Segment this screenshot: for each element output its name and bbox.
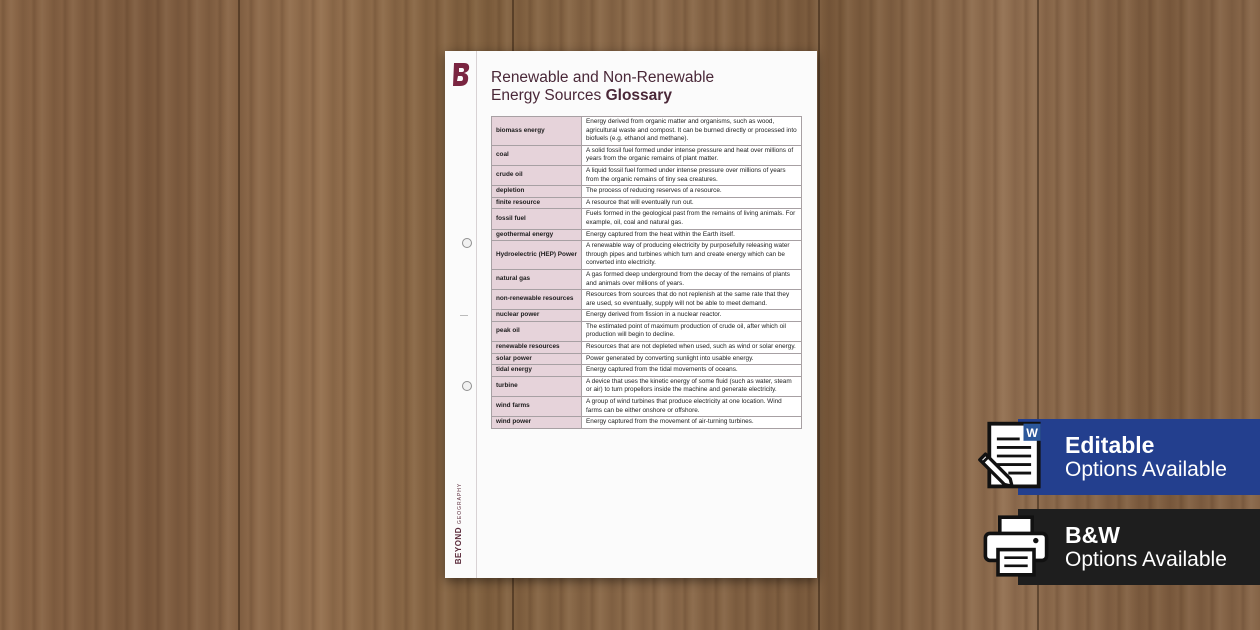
glossary-row xyxy=(492,321,802,341)
glossary-row xyxy=(492,342,802,354)
glossary-row xyxy=(492,397,802,417)
svg-text:W: W xyxy=(1026,426,1038,440)
glossary-row xyxy=(492,229,802,241)
glossary-row xyxy=(492,117,802,146)
glossary-definition: Fuels formed in the geological past from the remains of living animals. For example, oil, coal and natural gas. xyxy=(582,209,802,229)
glossary-definition: Resources from sources that do not replenish at the same rate that they are used, so eventually, supply will not be able to meet demand. xyxy=(582,290,802,310)
wood-plank-seam xyxy=(818,0,820,630)
glossary-term: Hydroelectric (HEP) Power xyxy=(492,241,582,270)
glossary-row xyxy=(492,165,802,185)
glossary-worksheet xyxy=(445,51,817,578)
glossary-definition: Energy captured from the movement of air-turning turbines. xyxy=(582,417,802,429)
glossary-term: crude oil xyxy=(492,165,582,185)
glossary-term: nuclear power xyxy=(492,310,582,322)
glossary-row xyxy=(492,145,802,165)
brand-sub: GEOGRAPHY xyxy=(457,482,464,524)
glossary-row xyxy=(492,241,802,270)
glossary-definition: A gas formed deep underground from the decay of the remains of plants and animals over millions of years. xyxy=(582,269,802,289)
glossary-term: turbine xyxy=(492,376,582,396)
glossary-term: geothermal energy xyxy=(492,229,582,241)
glossary-row xyxy=(492,376,802,396)
glossary-row xyxy=(492,365,802,377)
glossary-term: peak oil xyxy=(492,321,582,341)
glossary-term: fossil fuel xyxy=(492,209,582,229)
glossary-definition: The process of reducing reserves of a resource. xyxy=(582,186,802,198)
beyond-logo-icon xyxy=(451,61,471,87)
glossary-definition: Energy derived from fission in a nuclear reactor. xyxy=(582,310,802,322)
glossary-definition: Energy captured from the tidal movements of oceans. xyxy=(582,365,802,377)
glossary-definition: Resources that are not depleted when used, such as wind or solar energy. xyxy=(582,342,802,354)
bw-badge-title: B&W xyxy=(1065,522,1120,548)
sheet-margin xyxy=(445,51,477,578)
brand-vertical xyxy=(449,473,469,573)
glossary-definition: Energy derived from organic matter and organisms, such as wood, agricultural waste and compost. It can be burned directly or processed into biofuels (e.g. ethanol and methane). xyxy=(582,117,802,146)
glossary-row xyxy=(492,290,802,310)
title-line-2 xyxy=(491,87,801,105)
glossary-term: tidal energy xyxy=(492,365,582,377)
page-title xyxy=(491,69,801,105)
glossary-row xyxy=(492,417,802,429)
glossary-definition: The estimated point of maximum production of crude oil, after which oil production will begin to decline. xyxy=(582,321,802,341)
glossary-term: renewable resources xyxy=(492,342,582,354)
glossary-row xyxy=(492,353,802,365)
glossary-definition: Power generated by converting sunlight into usable energy. xyxy=(582,353,802,365)
glossary-term: wind farms xyxy=(492,397,582,417)
punch-hole xyxy=(462,238,472,248)
glossary-term: natural gas xyxy=(492,269,582,289)
glossary-row xyxy=(492,269,802,289)
glossary-definition: A resource that will eventually run out. xyxy=(582,197,802,209)
glossary-definition: Energy captured from the heat within the Earth itself. xyxy=(582,229,802,241)
punch-hole xyxy=(462,381,472,391)
glossary-definition: A renewable way of producing electricity by purposefully releasing water through pipes and turbines which turn and create energy which can be converted into electricity. xyxy=(582,241,802,270)
editable-badge-title: Editable xyxy=(1065,432,1155,458)
glossary-term: solar power xyxy=(492,353,582,365)
title-line-1: Renewable and Non-Renewable xyxy=(491,69,715,86)
glossary-row xyxy=(492,209,802,229)
glossary-row xyxy=(492,186,802,198)
glossary-definition: A liquid fossil fuel formed under intense pressure over millions of years from the organic remains of tiny sea creatures. xyxy=(582,165,802,185)
brand-main: BEYOND xyxy=(454,526,464,564)
bw-badge-subtitle: Options Available xyxy=(1065,548,1227,571)
fold-mark xyxy=(460,315,468,316)
glossary-term: coal xyxy=(492,145,582,165)
glossary-definition: A solid fossil fuel formed under intense pressure and heat over millions of years from the organic remains of plant matter. xyxy=(582,145,802,165)
glossary-row xyxy=(492,310,802,322)
title-line-2-text: Energy Sources xyxy=(491,87,602,104)
word-document-icon xyxy=(976,418,1052,494)
wood-plank-seam xyxy=(238,0,240,630)
editable-badge-subtitle: Options Available xyxy=(1065,458,1227,481)
bw-badge xyxy=(1018,509,1260,585)
glossary-term: biomass energy xyxy=(492,117,582,146)
printer-icon xyxy=(980,510,1052,582)
glossary-term: finite resource xyxy=(492,197,582,209)
glossary-term: wind power xyxy=(492,417,582,429)
glossary-definition: A device that uses the kinetic energy of some fluid (such as water, steam or air) to turn propellors inside the machine and generate electricity. xyxy=(582,376,802,396)
glossary-table xyxy=(491,116,802,429)
glossary-definition: A group of wind turbines that produce electricity at one location. Wind farms can be either onshore or offshore. xyxy=(582,397,802,417)
glossary-term: depletion xyxy=(492,186,582,198)
title-bold: Glossary xyxy=(605,87,672,104)
editable-badge xyxy=(1018,419,1260,495)
glossary-term: non-renewable resources xyxy=(492,290,582,310)
glossary-row xyxy=(492,197,802,209)
